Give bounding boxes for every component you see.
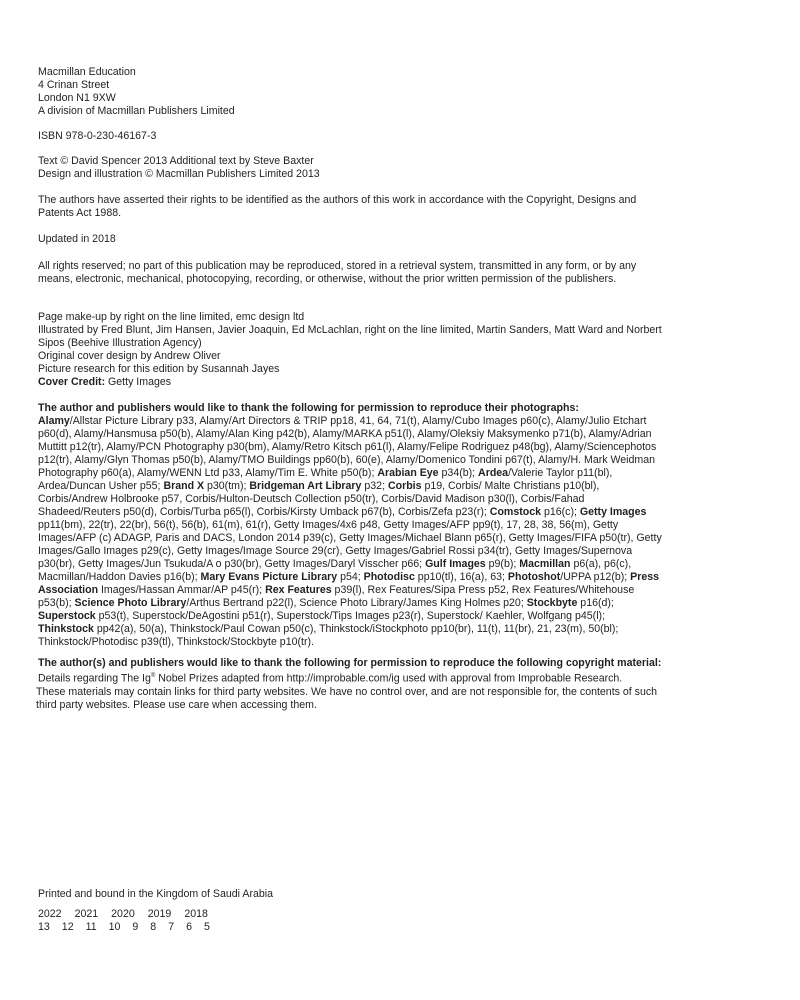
all-rights-text: All rights reserved; no part of this publication may be reproduced, stored in a retrieval system, transmitted in any form, or by any means, electronic, mechanical, photocopying, recording, or otherwise, without the prior written permission of the publishers. (38, 260, 637, 285)
credit-agency-name: Photodisc (363, 571, 415, 583)
credit-agency-name: Mary Evans Picture Library (200, 571, 338, 583)
details-text-end: Nobel Prizes adapted from http://improbable.com/ig used with approval from Improbable Research. (155, 672, 623, 685)
printed-block (38, 888, 663, 901)
credit-agency-name: Comstock (489, 506, 542, 518)
credit-agency-name: Ardea (478, 467, 509, 479)
registered-mark: ® (150, 673, 156, 679)
publisher-address (38, 66, 663, 118)
credit-text: p39(l), Rex Features/Sipa Press p52, Rex Features/Whitehouse p53(b); (38, 584, 635, 609)
copyright-material (38, 657, 663, 712)
updated-block (38, 233, 663, 246)
authors-rights: The authors have asserted their rights to be identified as the authors of this work in accordance with the Copyright, Designs and Patents Act 1988. (38, 194, 637, 219)
credit-text: /UPPA p12(b); (560, 571, 631, 583)
credit-text: pp42(a), 50(a), Thinkstock/Paul Cowan p50(c), Thinkstock/iStockphoto pp10(br), 11(t), 11(br), 21, 23(m), 50(bl); Thinkstock/Photodisc p39(tl), Thinkstock/Stockbyte p10(tr). (38, 623, 619, 648)
copyright-material-heading-text: The author(s) and publishers would like to thank the following for permission to reproduce the following copyright material: (38, 657, 662, 669)
credit-text: p19, Corbis/ Malte Christians p10(bl), Corbis/Andrew Holbrooke p57, Corbis/Hulton-Deutsch Collection p50(tr), Corbis/David Madison p30(l), Corbis/Fahad Shadeed/Reuters p50(d), Corbis/Turba p65(l), Corbis/Kirsty Umback p67(b), Corbis/Zefa p23(r); (38, 480, 600, 518)
credit-agency-name: Science Photo Library (74, 597, 187, 609)
impression-numbers (38, 921, 663, 934)
credit-text: p16(d); (577, 597, 614, 609)
print-year: 2019 (147, 908, 172, 920)
printed-text: Printed and bound in the Kingdom of Saudi Arabia (38, 888, 273, 900)
impression-number: 6 (186, 921, 193, 933)
credit-agency-name: Stockbyte (526, 597, 578, 609)
production-credits (38, 311, 663, 389)
credit-text: Images/Hassan Ammar/AP p45(r); (98, 584, 266, 596)
impression-number: 9 (132, 921, 139, 933)
third-party-notice: These materials may contain links for third party websites. We have no control over, and are not responsible for, the contents of such third party websites. Please use care when accessing them. (36, 685, 658, 711)
credit-text: p9(b); (485, 558, 520, 570)
credit-agency-name: Gulf Images (425, 558, 486, 570)
credit-agency-name: Brand X (163, 480, 205, 492)
print-year: 2020 (111, 908, 135, 920)
photo-credits-heading (38, 402, 663, 415)
credit-agency-name: Getty Images (579, 506, 647, 518)
credit-text: p32; (361, 480, 388, 492)
credit-text: pp11(bm), 22(tr), 22(br), 56(t), 56(b), 61(m), 61(r), Getty Images/4x6 p48, Getty Images/AFP pp9(t), 17, 28, 38, 56(m), Getty Images/AFP (c) ADAGP, Paris and DACS, London 2014 p39(c), Getty Images/Michael Blann p65(r), Getty Images/FIFA p50(tr), Getty Images/Gallo Images p29(c), Getty Images/Image Source 29(cr), Getty Images/Gabriel Rossi p34(tr), Getty Images/Supernova p30(br), Getty Images/Jun Tsukuda/A o p30(br), Getty Images/Daryl Visscher p66; (38, 519, 662, 570)
picture-research: Picture research for this edition by Susannah Jayes (38, 363, 280, 375)
address-line: Macmillan Education (38, 66, 136, 78)
credit-text: /Arthus Bertrand p22(l), Science Photo Library/James King Holmes p20; (186, 597, 527, 609)
credit-text: /Allstar Picture Library p33, Alamy/Art Directors & TRIP pp18, 41, 64, 71(t), Alamy/Cubo Images p60(c), Alamy/Julio Etchart p60(d), Alamy/Hansmusa p50(b), Alamy/Alan King p42(b), Alamy/MARKA p51(l), Alamy/Oleksiy Maksymenko p71(b), Alamy/Adrian Muttitt p12(tr), Alamy/PCN Photography p30(bm), Alamy/Retro Kitsch p61(l), Alamy/Felipe Rodriguez p48(bg), Alamy/Sciencephotos p12(tr), Alamy/Glyn Thomas p50(b), Alamy/TMO Buildings pp60(b), 60(e), Alamy/Domenico Tondini p67(t), Alamy/H. Mark Weidman Photography p60(a), Alamy/WENN Ltd p33, Alamy/Tim E. White p50(b); (38, 415, 657, 479)
updated-text: Updated in 2018 (38, 233, 116, 245)
details-text-start: Details regarding The Ig (38, 672, 151, 685)
credit-agency-name: Bridgeman Art Library (249, 480, 362, 492)
copyright-notice (38, 155, 663, 181)
photo-credits-heading-text: The author and publishers would like to thank the following for permission to reproduce their photographs: (38, 402, 579, 414)
print-years (38, 908, 663, 921)
print-year: 2018 (184, 908, 208, 920)
photo-credits-body (38, 415, 663, 649)
credit-agency-name: Press Association (38, 571, 660, 596)
print-year: 2021 (74, 908, 99, 920)
credit-text: p54; (337, 571, 364, 583)
credit-text: pp10(tl), 16(a), 63; (414, 571, 508, 583)
isbn-block (38, 130, 663, 143)
cover-credit-label: Cover Credit: (38, 376, 106, 388)
credit-text: /Valerie Taylor p11(bl), Ardea/Duncan Usher p55; (38, 467, 613, 492)
credit-text: p53(t), Superstock/DeAgostini p51(r), Superstock/Tips Images p23(r), Superstock/ Kaehler, Wolfgang p45(l); (95, 610, 606, 622)
credit-agency-name: Photoshot (507, 571, 561, 583)
impression-number: 11 (85, 921, 97, 933)
all-rights-block (38, 260, 663, 286)
cover-credit-value: Getty Images (105, 376, 172, 388)
impression-number: 5 (204, 921, 210, 933)
ig-nobel-details (38, 670, 663, 686)
print-year: 2022 (38, 908, 62, 920)
credit-text: p16(c); (541, 506, 580, 518)
address-line: A division of Macmillan Publishers Limited (38, 105, 235, 117)
credit-text: p6(a), p6(c), Macmillan/Haddon Davies p16(b); (38, 558, 632, 583)
impression-number: 8 (150, 921, 157, 933)
credit-agency-name: Rex Features (265, 584, 332, 596)
isbn: ISBN 978-0-230-46167-3 (38, 130, 157, 142)
copyright-material-heading (38, 657, 663, 670)
cover-credit (38, 376, 663, 389)
address-line: 4 Crinan Street (38, 79, 110, 91)
print-line (38, 908, 663, 934)
copyright-line: Text © David Spencer 2013 Additional text by Steve Baxter (38, 155, 314, 167)
impression-number: 7 (168, 921, 175, 933)
credit-agency-name: Macmillan (519, 558, 571, 570)
credit-agency-name: Arabian Eye (377, 467, 439, 479)
impression-number: 13 (38, 921, 50, 933)
credit-agency-name: Thinkstock (38, 623, 94, 635)
illustrators: Illustrated by Fred Blunt, Jim Hansen, Javier Joaquin, Ed McLachlan, right on the line limited, Martin Sanders, Matt Ward and Norbert Sipos (Beehive Illustration Agency) (38, 324, 662, 349)
cover-design: Original cover design by Andrew Oliver (38, 350, 221, 362)
address-line: London N1 9XW (38, 92, 116, 104)
photo-credits (38, 402, 663, 649)
credit-text: p30(tm); (204, 480, 250, 492)
credit-text: p34(b); (438, 467, 479, 479)
authors-rights-block (38, 194, 663, 220)
impression-number: 10 (108, 921, 121, 933)
credit-agency-name: Alamy (38, 415, 70, 427)
credit-agency-name: Superstock (38, 610, 96, 622)
copyright-line: Design and illustration © Macmillan Publishers Limited 2013 (38, 168, 320, 180)
page-makeup: Page make-up by right on the line limited, emc design ltd (38, 311, 305, 323)
credit-agency-name: Corbis (387, 480, 422, 492)
impression-number: 12 (61, 921, 74, 933)
